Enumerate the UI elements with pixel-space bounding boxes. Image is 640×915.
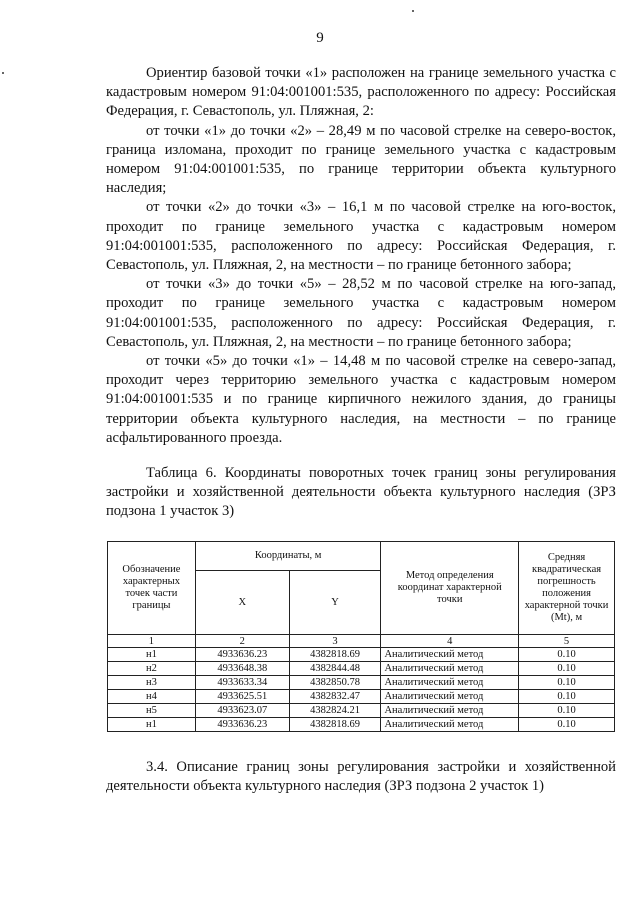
cell-point: н1: [108, 648, 196, 662]
cell-x: 4933623.07: [195, 704, 289, 718]
cell-point: н4: [108, 690, 196, 704]
table-row: [108, 676, 615, 690]
cell-x: 4933625.51: [195, 690, 289, 704]
table-row: [108, 662, 615, 676]
section-heading: [106, 758, 616, 796]
header-designation: Обозначение характерных точек части границы: [108, 542, 196, 635]
cell-method: Аналитический метод: [381, 662, 519, 676]
cell-x: 4933633.34: [195, 676, 289, 690]
table-caption-text: Таблица 6. Координаты поворотных точек границ зоны регулирования застройки и хозяйственной деятельности объекта культурного наследия (ЗРЗ подзона 1 участок 3): [106, 465, 616, 520]
scan-speck: [412, 10, 414, 12]
cell-mt: 0.10: [519, 662, 615, 676]
column-number: 2: [195, 635, 289, 648]
cell-mt: 0.10: [519, 690, 615, 704]
header-coordinates: Координаты, м: [195, 542, 381, 571]
cell-y: 4382824.21: [289, 704, 381, 718]
cell-x: 4933636.23: [195, 718, 289, 732]
page-number: 9: [316, 30, 324, 46]
cell-point: н5: [108, 704, 196, 718]
cell-mt: 0.10: [519, 676, 615, 690]
cell-y: 4382818.69: [289, 648, 381, 662]
section-heading-text: 3.4. Описание границ зоны регулирования застройки и хозяйственной деятельности объекта культурного наследия (ЗРЗ подзона 2 участок 1): [106, 759, 616, 795]
paragraph-segment-1-2: от точки «1» до точки «2» – 28,49 м по часовой стрелке на северо-восток, граница изломана, проходит по границе земельного участка с кадастровым номером 91:04:001001:535, по границе территории объекта культурного наследия;: [106, 122, 616, 197]
paragraph-segment-3-5: от точки «3» до точки «5» – 28,52 м по часовой стрелке на юго-запад, проходит по границе земельного участка с кадастровым номером 91:04:001001:535, расположенного по адресу: Российская Федерация, г. Севастополь, ул. Пляжная, 2, на местности – по границе бетонного забора;: [106, 276, 616, 350]
paragraph-base-point: Ориентир базовой точки «1» расположен на границе земельного участка с кадастровым номером 91:04:001001:535, расположенного по адресу: Российская Федерация, г. Севастополь, ул. Пляжная, 2:: [106, 65, 616, 120]
cell-method: Аналитический метод: [381, 718, 519, 732]
column-number: 3: [289, 635, 381, 648]
scan-speck: [2, 72, 4, 74]
cell-method: Аналитический метод: [381, 676, 519, 690]
cell-method: Аналитический метод: [381, 648, 519, 662]
column-number: 5: [519, 635, 615, 648]
column-number: 1: [108, 635, 196, 648]
header-y: Y: [289, 571, 381, 635]
coordinates-table: [107, 541, 615, 732]
paragraph-segment-2-3: от точки «2» до точки «3» – 16,1 м по часовой стрелке на юго-восток, проходит по границе земельного участка с кадастровым номером 91:04:001001:535, расположенного по адресу: Российская Федерация, г. Севастополь, ул. Пляжная, 2, на местности – по границе бетонного забора;: [106, 199, 616, 274]
cell-x: 4933648.38: [195, 662, 289, 676]
cell-method: Аналитический метод: [381, 690, 519, 704]
paragraph-segment-5-1: от точки «5» до точки «1» – 14,48 м по часовой стрелке на северо-запад, проходит через территорию земельного участка с кадастровым номером 91:04:001001:535 и по границе кирпичного нежилого здания, до границы территории объекта культурного наследия, на местности – по границе асфальтированного проезда.: [106, 353, 616, 446]
cell-mt: 0.10: [519, 704, 615, 718]
table-row: [108, 648, 615, 662]
cell-mt: 0.10: [519, 718, 615, 732]
table-row: [108, 718, 615, 732]
table-row: [108, 690, 615, 704]
table-row: [108, 704, 615, 718]
cell-y: 4382844.48: [289, 662, 381, 676]
cell-y: 4382832.47: [289, 690, 381, 704]
cell-mt: 0.10: [519, 648, 615, 662]
table-caption: [106, 464, 616, 522]
cell-point: н2: [108, 662, 196, 676]
header-method: Метод определения координат характерной точки: [381, 542, 519, 635]
cell-x: 4933636.23: [195, 648, 289, 662]
column-number: 4: [381, 635, 519, 648]
cell-method: Аналитический метод: [381, 704, 519, 718]
cell-y: 4382850.78: [289, 676, 381, 690]
boundary-description: [106, 64, 616, 448]
cell-point: н3: [108, 676, 196, 690]
header-x: X: [195, 571, 289, 635]
header-accuracy: Средняя квадратическая погрешность положения характерной точки (Mt), м: [519, 542, 615, 635]
cell-y: 4382818.69: [289, 718, 381, 732]
cell-point: н1: [108, 718, 196, 732]
